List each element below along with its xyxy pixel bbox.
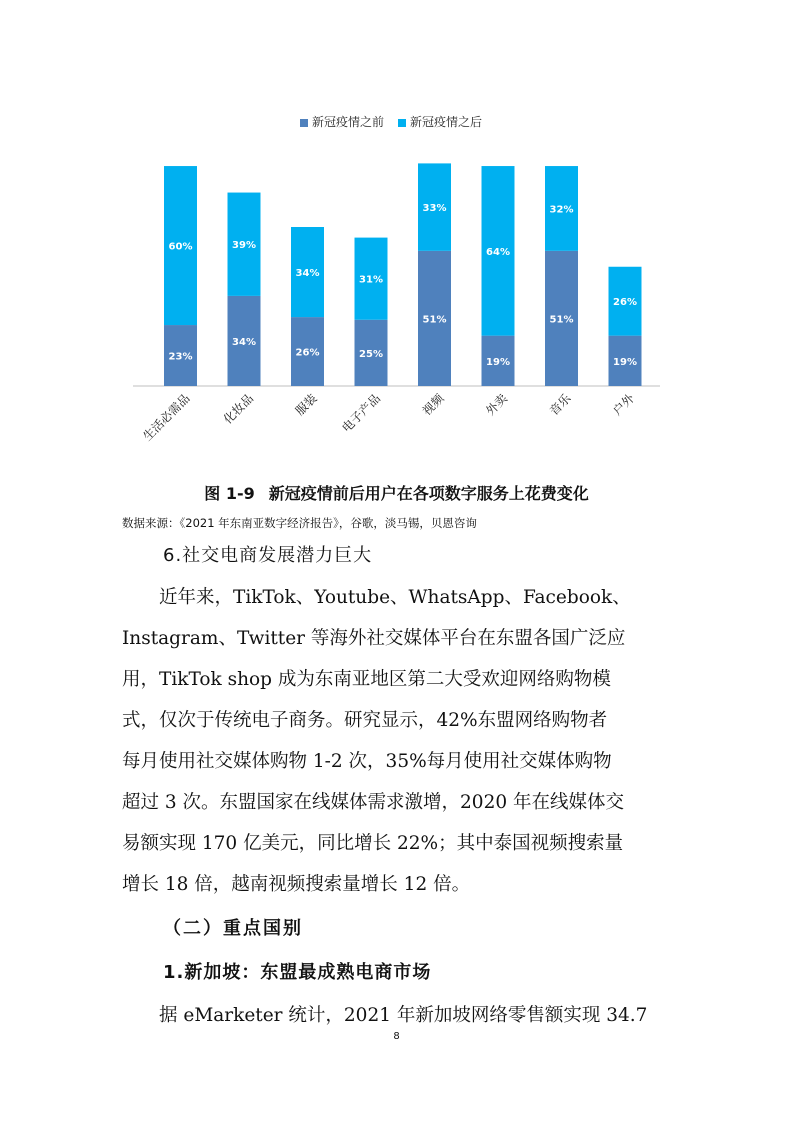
category-label: 生活必需品 [140, 391, 193, 444]
category-label: 视频 [419, 391, 447, 419]
data-source: 数据来源：《2021 年东南亚数字经济报告》，谷歌，淡马锡，贝恩咨询 [122, 516, 477, 530]
bar-value-label: 39% [232, 240, 256, 252]
chart-legend [300, 113, 482, 130]
page-number: 8 [393, 1031, 400, 1042]
paragraph-line: 增长 18 倍，越南视频搜索量增长 12 倍。 [122, 874, 471, 895]
stacked-bar-chart [0, 0, 793, 480]
bar-value-label: 51% [549, 314, 574, 326]
bar-value-label: 33% [422, 203, 447, 215]
category-label: 化妆品 [220, 391, 257, 427]
bar-value-label: 26% [295, 347, 320, 359]
paragraph-line: 每月使用社交媒体购物 1-2 次，35%每月使用社交媒体购物 [122, 751, 612, 772]
figure-caption [0, 481, 793, 504]
bar-value-label: 19% [613, 356, 637, 368]
paragraph-line: 式，仅次于传统电子商务。研究显示，42%东盟网络购物者 [122, 710, 608, 731]
category-label: 户外 [610, 391, 638, 419]
paragraph-line: 用，TikTok shop 成为东南亚地区第二大受欢迎网络购物模 [122, 669, 611, 690]
bar-value-label: 25% [359, 348, 383, 360]
paragraph-line: Instagram、Twitter 等海外社交媒体平台在东盟各国广泛应 [122, 628, 626, 649]
bar-value-label: 19% [486, 356, 510, 368]
paragraph-line: 易额实现 170 亿美元，同比增长 22%；其中泰国视频搜索量 [122, 833, 624, 854]
bar-value-label: 26% [613, 297, 637, 309]
figure-title: 新冠疫情前后用户在各项数字服务上花费变化 [268, 484, 589, 503]
category-label: 外卖 [483, 391, 511, 419]
legend-item-before [300, 113, 384, 130]
legend-label-after: 新冠疫情之后 [410, 115, 483, 129]
bar-value-label: 51% [422, 314, 447, 326]
paragraph-singapore: 据 eMarketer 统计，2021 年新加坡网络零售额实现 34.7 [122, 1005, 648, 1026]
section-heading-social-commerce: 6.社交电商发展潜力巨大 [163, 545, 373, 566]
figure-number: 图 1-9 [204, 484, 255, 503]
section-heading-key-countries: （二）重点国别 [163, 918, 303, 939]
legend-item-after [398, 113, 482, 130]
legend-swatch-before [300, 119, 308, 127]
legend-swatch-after [398, 119, 406, 127]
category-label: 服装 [292, 391, 320, 419]
bar-value-label: 23% [168, 351, 193, 363]
paragraph-line: 近年来，TikTok、Youtube、WhatsApp、Facebook、 [122, 587, 631, 608]
bar-value-label: 32% [549, 204, 574, 216]
legend-label-before: 新冠疫情之前 [312, 115, 385, 129]
bar-value-label: 31% [359, 274, 383, 286]
category-label: 电子产品 [339, 391, 384, 436]
paragraph-line: 超过 3 次。东盟国家在线媒体需求激增，2020 年在线媒体交 [122, 792, 624, 813]
bar-value-label: 34% [232, 336, 256, 348]
bar-value-label: 64% [486, 246, 510, 258]
category-label: 音乐 [546, 391, 574, 419]
bar-value-label: 60% [168, 241, 193, 253]
subsection-heading-singapore: 1.新加坡：东盟最成熟电商市场 [163, 962, 432, 983]
bar-value-label: 34% [295, 268, 320, 280]
